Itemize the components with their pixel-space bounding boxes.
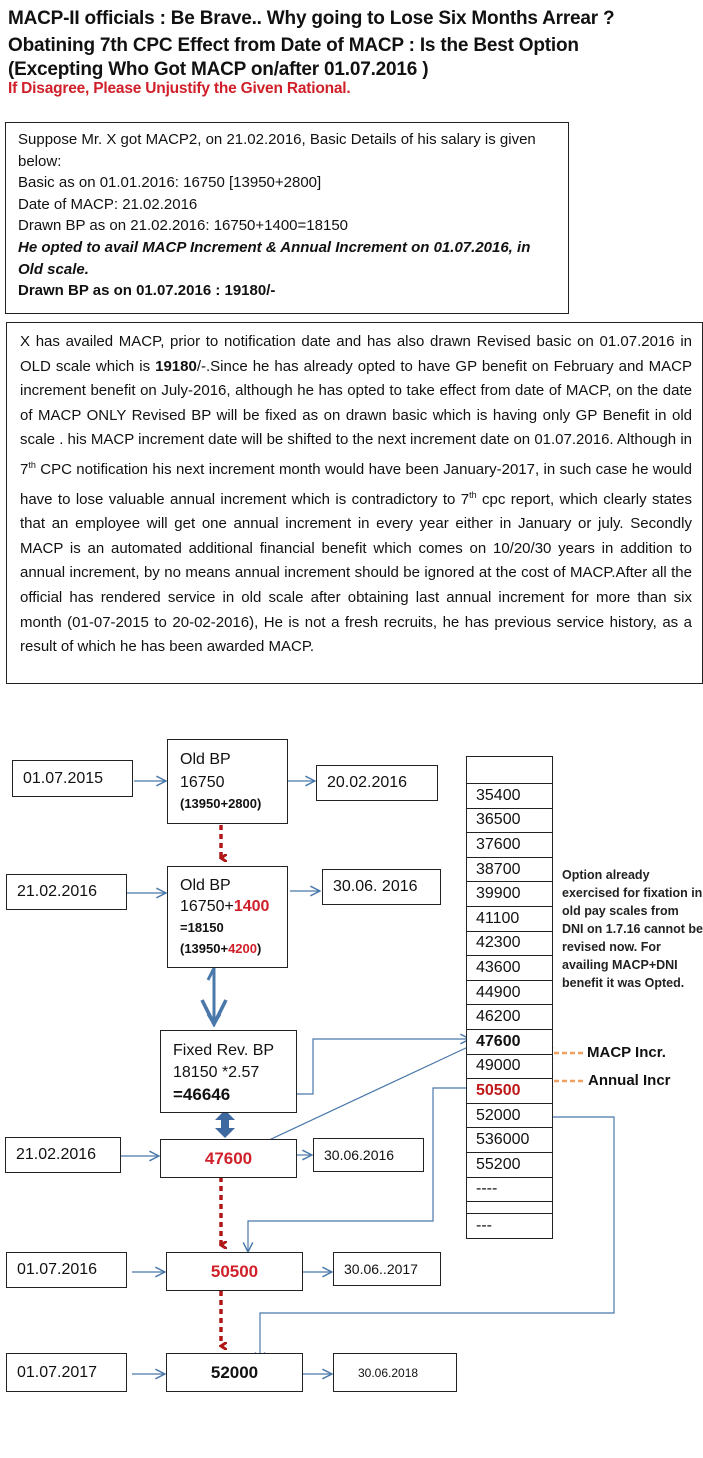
date-box-01-07-2017: 01.07.2017 [6, 1353, 127, 1392]
drawn-bp-july-text: Drawn BP as on 01.07.2016 : 19180/- [18, 282, 276, 300]
pay-matrix-cell: 46200 [466, 1004, 553, 1030]
title-line-2: Obatining 7th CPC Effect from Date of MACP : Is the Best Option [8, 35, 579, 56]
title-line-3: (Excepting Who Got MACP on/after 01.07.2016 ) [8, 59, 429, 80]
basic-text: Basic as on 01.01.2016: 16750 [13950+2800] [18, 174, 322, 192]
old-bp-box-1: Old BP 16750 (13950+2800) [167, 739, 288, 824]
option-note: Option already exercised for fixation in old pay scales from DNI on 1.7.16 cannot be revised now. For availing MACP+DNI benefit it was Opted. [562, 868, 703, 990]
pay-matrix-cell: 38700 [466, 857, 553, 883]
macp-incr-label: MACP Incr. [587, 1044, 666, 1061]
pay-matrix-cell: 49000 [466, 1054, 553, 1080]
drawn-bp-text: Drawn BP as on 21.02.2016: 16750+1400=18150 [18, 217, 348, 235]
double-arrow-icon [215, 1110, 235, 1138]
pay-matrix-cell: 55200 [466, 1152, 553, 1178]
pay-matrix-cell: ---- [466, 1177, 553, 1203]
date-box-30-06-2017: 30.06..2017 [333, 1252, 441, 1286]
intro-text: Suppose Mr. X got MACP2, on 21.02.2016, Basic Details of his salary is given below: [18, 131, 536, 170]
subtitle: If Disagree, Please Unjustify the Given Rational. [8, 80, 351, 97]
pay-matrix-cell: 50500 [466, 1078, 553, 1104]
pay-matrix-cell: 42300 [466, 931, 553, 957]
value-box-50500: 50500 [166, 1252, 303, 1291]
pay-matrix-cell: 41100 [466, 906, 553, 932]
pay-matrix-cell [466, 756, 553, 784]
pay-matrix-cell: 44900 [466, 980, 553, 1006]
opted-text: He opted to avail MACP Increment & Annual Increment on 01.07.2016, in Old scale. [18, 238, 531, 278]
value-box-52000: 52000 [166, 1353, 303, 1392]
date-box-30-06-2016-b: 30.06.2016 [313, 1138, 424, 1172]
value-box-47600: 47600 [160, 1139, 297, 1178]
pay-matrix-cell: 37600 [466, 832, 553, 858]
date-box-21-02-2016: 21.02.2016 [6, 874, 127, 910]
pay-matrix-cell: 52000 [466, 1103, 553, 1129]
pay-matrix-cell: 47600 [466, 1029, 553, 1055]
date-box-30-06-2016: 30.06. 2016 [322, 869, 441, 905]
date-box-01-07-2016: 01.07.2016 [6, 1252, 127, 1288]
macp-date-text: Date of MACP: 21.02.2016 [18, 195, 198, 213]
pay-matrix-cell: 43600 [466, 955, 553, 981]
date-box-01-07-2015: 01.07.2015 [12, 760, 133, 797]
pay-matrix-cell: 35400 [466, 783, 553, 809]
pay-matrix-cell: 39900 [466, 881, 553, 907]
pay-matrix-cell: 36500 [466, 808, 553, 834]
pay-matrix-cell: --- [466, 1213, 553, 1239]
title-line-1: MACP-II officials : Be Brave.. Why going to Lose Six Months Arrear ? [8, 8, 615, 29]
annual-incr-label: Annual Incr [588, 1072, 671, 1089]
date-box-21-02-2016-b: 21.02.2016 [5, 1137, 121, 1173]
date-box-30-06-2018: 30.06.2018 [333, 1353, 457, 1392]
old-bp-box-2: Old BP 16750+1400 =18150 (13950+4200) [167, 866, 288, 968]
pay-matrix-cell: 536000 [466, 1127, 553, 1153]
date-box-20-02-2016: 20.02.2016 [316, 765, 438, 801]
fixed-rev-bp-box: Fixed Rev. BP 18150 *2.57 =46646 [160, 1030, 297, 1113]
explanation-text: X has availed MACP, prior to notification date and has also drawn Revised basic on 01.07.2016 in OLD scale which is 19180/-.Since he has already opted to have GP benefit on February and MACP increment benefit on July-2016, although he has opted to take effect from date of MACP, on the date of MACP ONLY Revised BP will be fixed as on drawn basic which is having only GP Benefit in old scale . his MACP increment date will be shifted to the next increment date on 01.07.2016. Although in 7th CPC notification his next increment month would have been January-2017, in such case he would have to lose valuable annual increment which is contradictory to 7th cpc report, which clearly states that an employee will get one annual increment in every year either in January or july. Secondly MACP is an automated additional financial benefit which comes on 10/20/30 years in addition to annual increment, by no means annual increment should be ignored at the cost of MACP.After all the official has rendered service in old scale after obtaining last annual increment for more than six month (01-07-2015 to 20-02-2016), He is not a fresh recruits, he has previous service history, as a result of which he has been awarded MACP. [20, 333, 692, 656]
